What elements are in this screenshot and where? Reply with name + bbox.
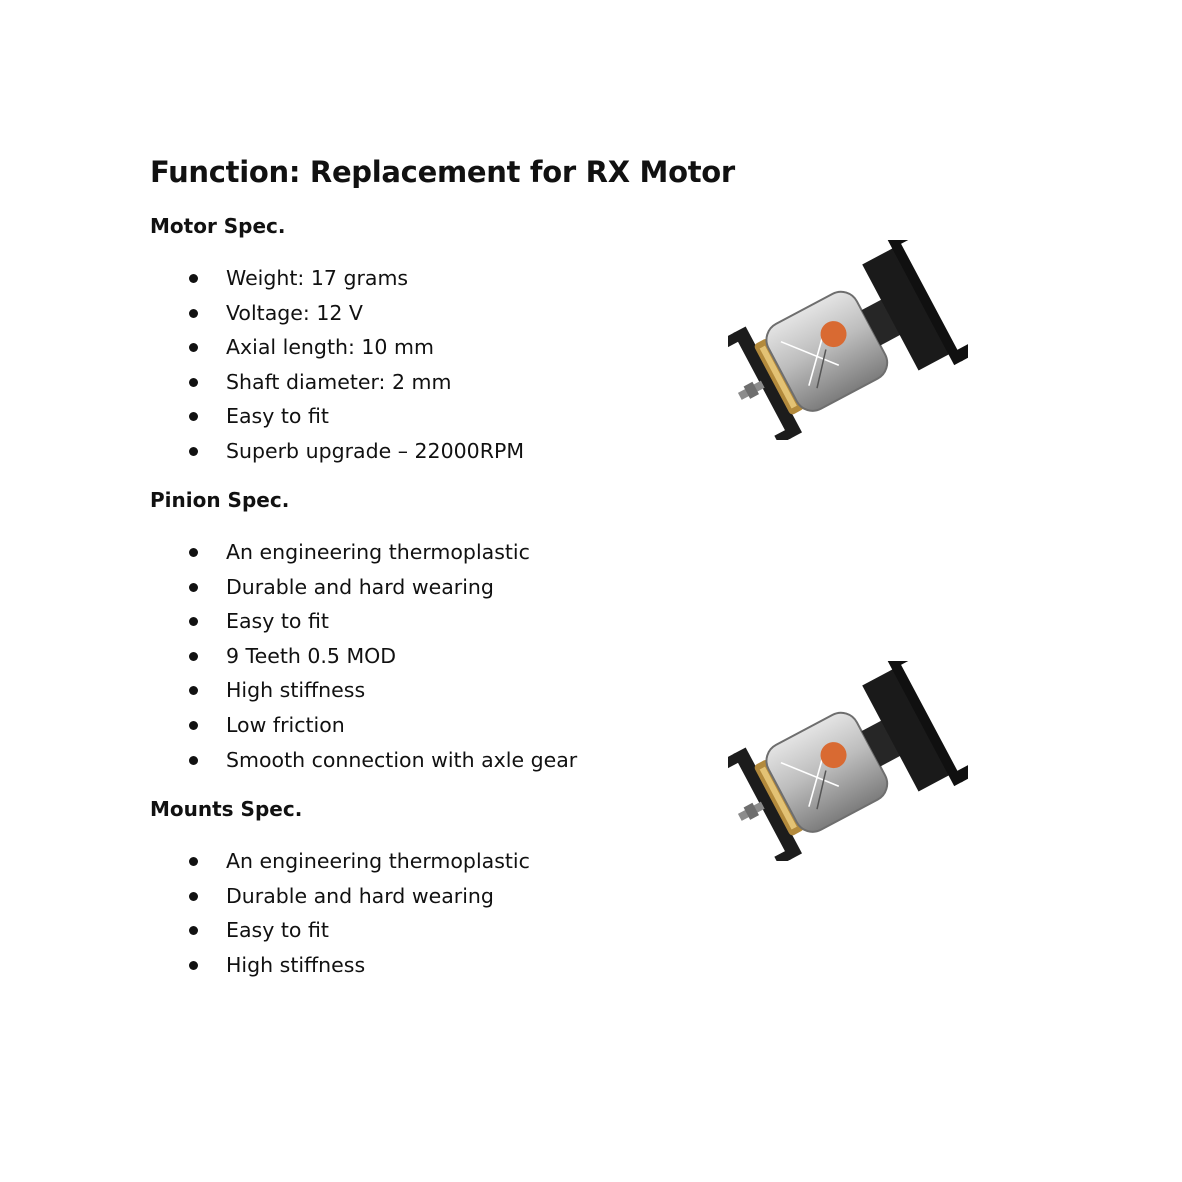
section-heading-mounts-spec: Mounts Spec.: [150, 797, 303, 821]
list-item-text: An engineering thermoplastic: [226, 849, 530, 873]
list-item-text: Voltage: 12 V: [226, 300, 363, 325]
list-item: [150, 535, 577, 570]
bullet-icon: [189, 892, 198, 901]
motor-image: [728, 240, 968, 440]
list-item: [150, 913, 530, 948]
list-item-text: Superb upgrade – 22000RPM: [226, 438, 525, 463]
bullet-icon: [189, 447, 198, 456]
mounts-spec-list: [150, 844, 530, 982]
bullet-icon: [189, 583, 198, 592]
list-item: [150, 296, 524, 331]
list-item: [150, 948, 530, 983]
motor-image: [728, 661, 968, 861]
bullet-icon: [189, 274, 198, 283]
pinion-spec-list: [150, 535, 577, 777]
list-item-text: Durable and hard wearing: [226, 883, 494, 908]
list-item-text: Easy to fit: [226, 918, 329, 943]
bullet-icon: [189, 721, 198, 730]
list-item: [150, 365, 524, 400]
list-item: [150, 879, 530, 914]
bullet-icon: [189, 926, 198, 935]
bullet-icon: [189, 309, 198, 318]
list-item-text: Easy to fit: [226, 404, 329, 429]
list-item: [150, 399, 524, 434]
list-item-text: An engineering thermoplastic: [226, 540, 530, 564]
bullet-icon: [189, 378, 198, 387]
section-heading-motor-spec: Motor Spec.: [150, 214, 286, 238]
list-item: [150, 330, 524, 365]
list-item-text: High stiffness: [226, 678, 366, 703]
page-title: Function: Replacement for RX Motor: [150, 155, 735, 189]
list-item: [150, 639, 577, 674]
bullet-icon: [189, 412, 198, 421]
bullet-icon: [189, 857, 198, 866]
list-item-text: Smooth connection with axle gear: [226, 747, 578, 772]
bullet-icon: [189, 617, 198, 626]
list-item: [150, 261, 524, 296]
list-item-text: High stiffness: [226, 952, 366, 977]
list-item-text: Shaft diameter: 2 mm: [226, 369, 452, 394]
list-item-text: Low friction: [226, 712, 345, 737]
section-heading-pinion-spec: Pinion Spec.: [150, 488, 290, 512]
bullet-icon: [189, 756, 198, 765]
list-item: [150, 844, 530, 879]
bullet-icon: [189, 548, 198, 557]
list-item: [150, 604, 577, 639]
list-item-text: 9 Teeth 0.5 MOD: [226, 643, 397, 668]
list-item: [150, 708, 577, 743]
list-item: [150, 570, 577, 605]
list-item: [150, 673, 577, 708]
bullet-icon: [189, 652, 198, 661]
bullet-icon: [189, 686, 198, 695]
list-item: [150, 434, 524, 469]
bullet-icon: [189, 961, 198, 970]
list-item-text: Weight: 17 grams: [226, 266, 409, 290]
motor-spec-list: [150, 261, 524, 469]
bullet-icon: [189, 343, 198, 352]
list-item-text: Axial length: 10 mm: [226, 335, 434, 360]
list-item-text: Durable and hard wearing: [226, 574, 494, 599]
list-item: [150, 743, 577, 778]
list-item-text: Easy to fit: [226, 609, 329, 634]
